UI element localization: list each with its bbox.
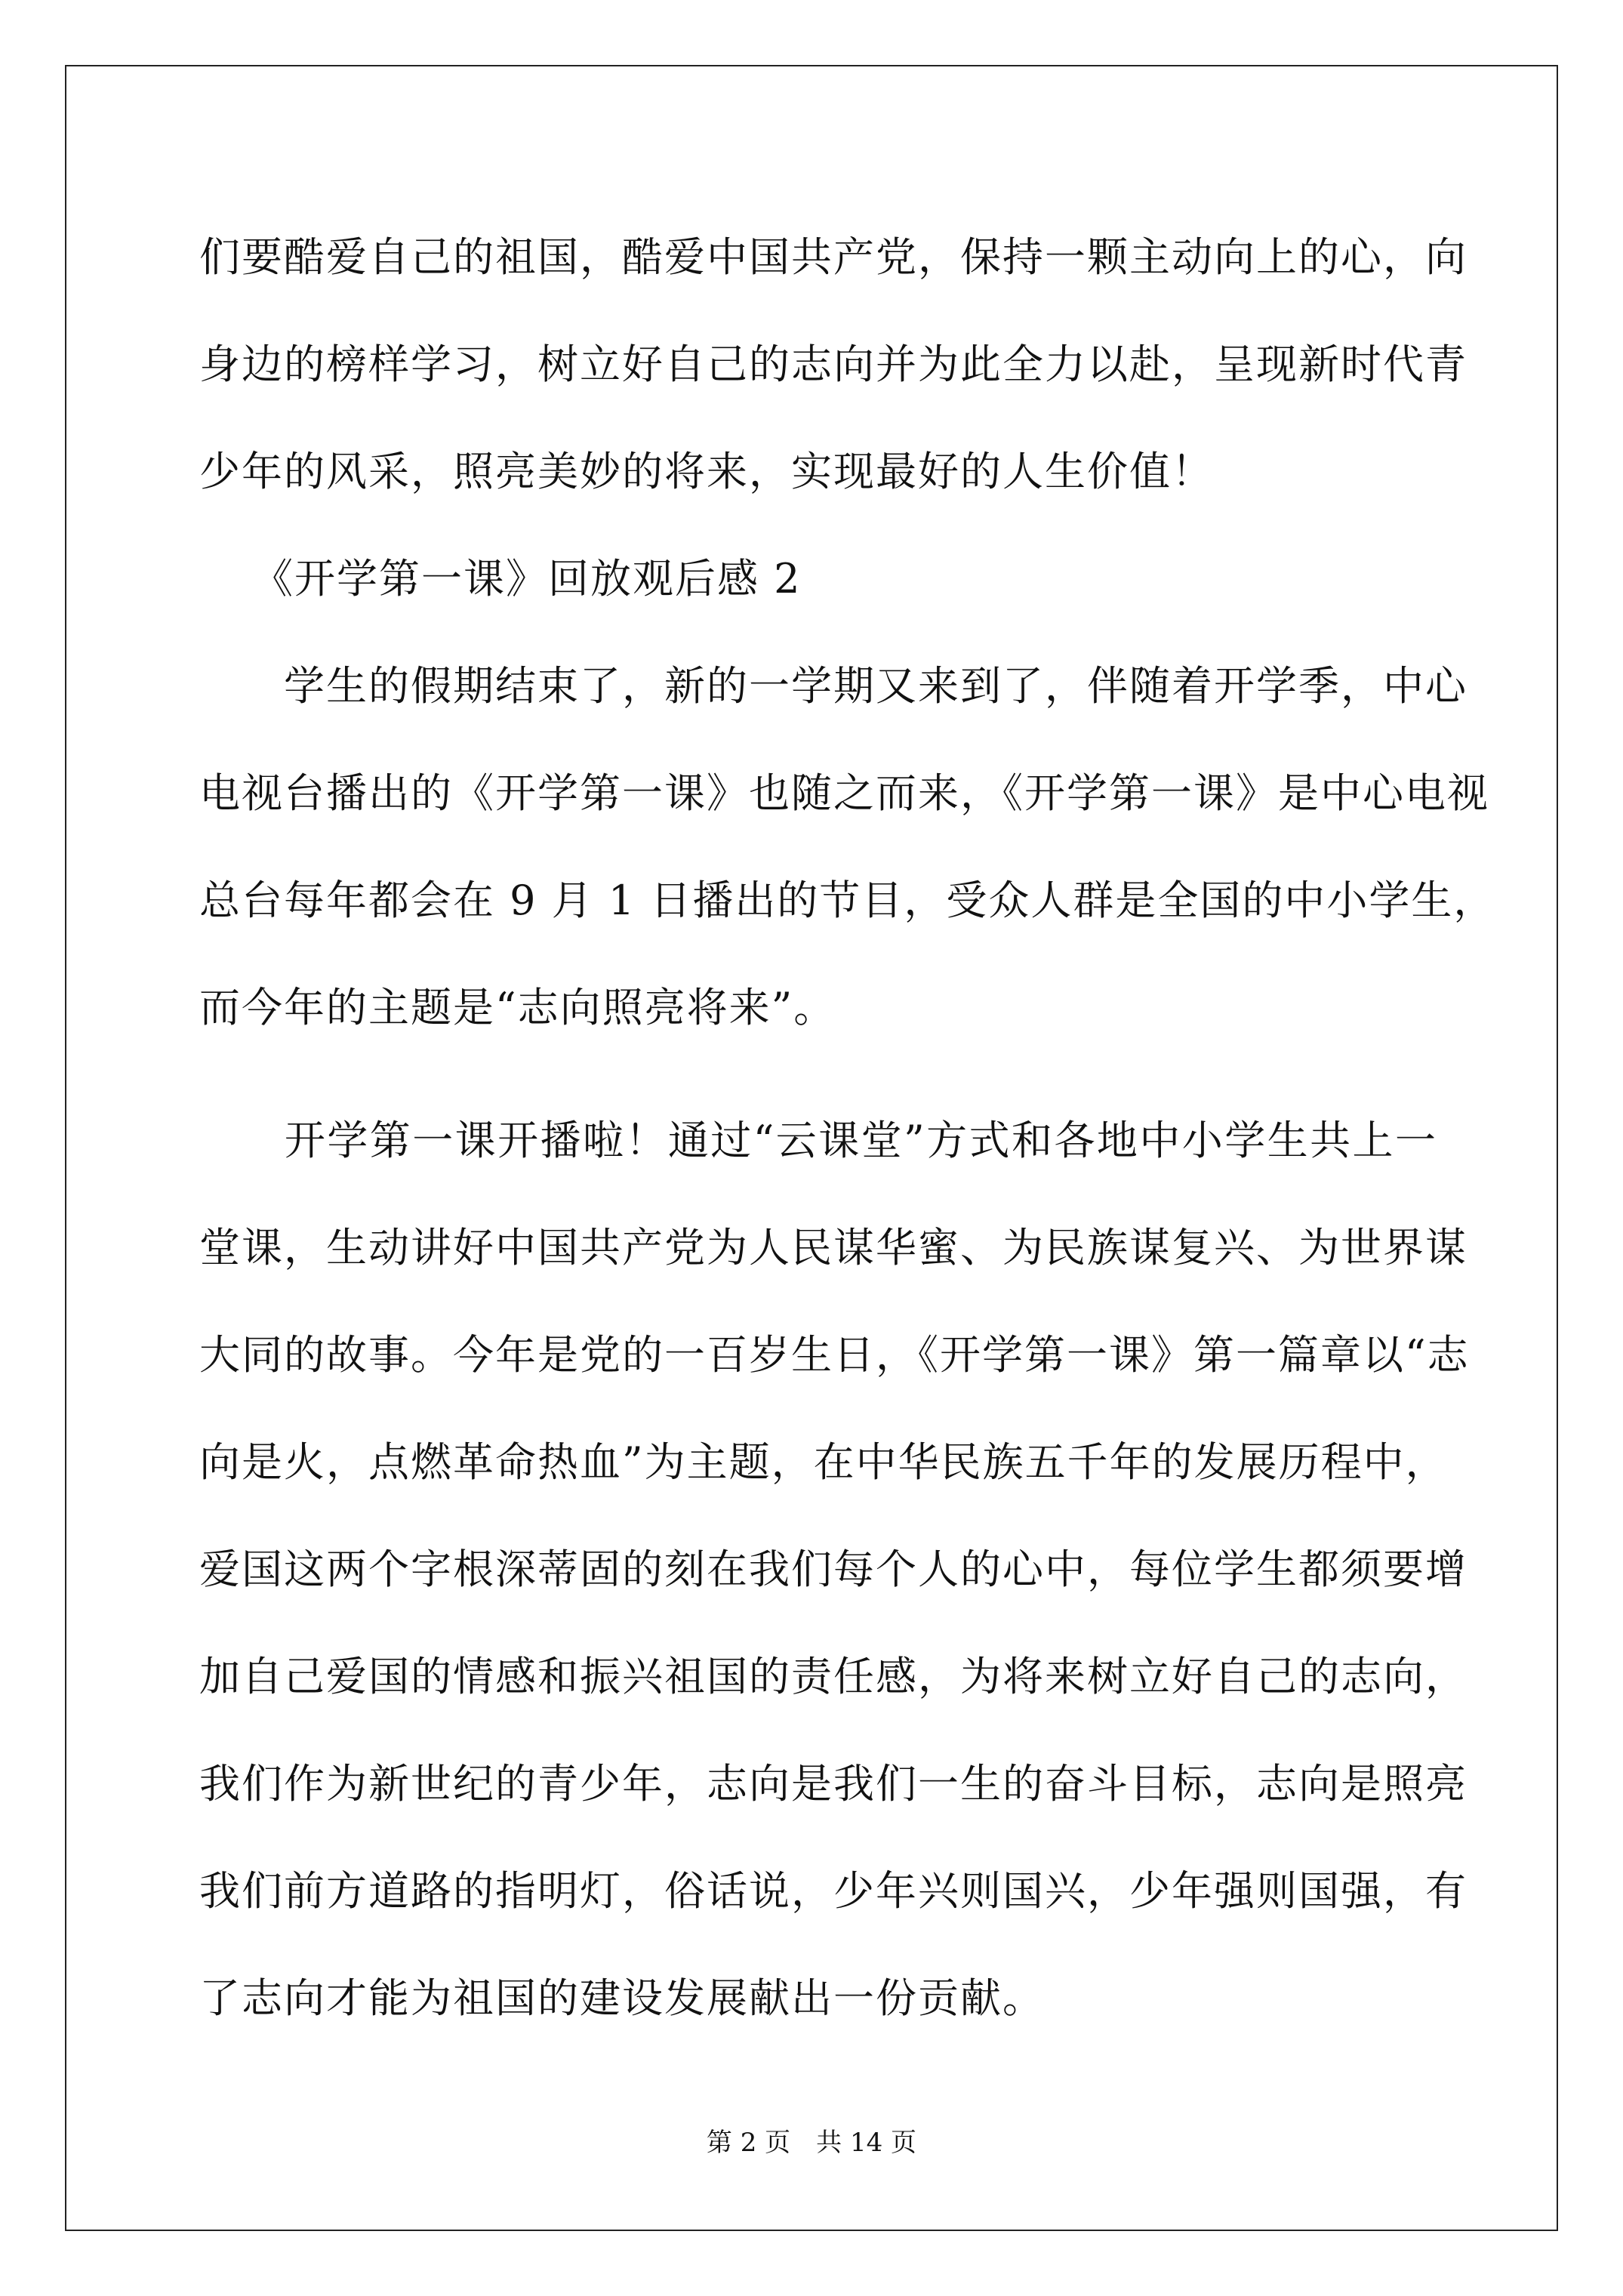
paragraph-line: 总台每年都会在 9 月 1 日播出的节目，受众人群是全国的中小学生， [199, 877, 1496, 924]
paragraph-line: 们要酷爱自己的祖国，酷爱中国共产党，保持一颗主动向上的心，向 [199, 233, 1467, 281]
paragraph-line: 学生的假期结束了，新的一学期又来到了，伴随着开学季，中心 [199, 662, 1467, 710]
paragraph-line: 开学第一课开播啦！通过“云课堂”方式和各地中小学生共上一 [199, 1117, 1437, 1164]
paragraph-line: 电视台播出的《开学第一课》也随之而来，《开学第一课》是中心电视 [199, 769, 1489, 817]
paragraph-line: 了志向才能为祖国的建设发展献出一份贡献。 [199, 1974, 1045, 2022]
paragraph-line: 我们前方道路的指明灯，俗话说，少年兴则国兴，少年强则国强，有 [199, 1867, 1467, 1915]
paragraph-line: 身边的榜样学习，树立好自己的志向并为此全力以赴，呈现新时代青 [199, 341, 1467, 388]
paragraph-line: 爱国这两个字根深蒂固的刻在我们每个人的心中，每位学生都须要增 [199, 1546, 1467, 1593]
paragraph-gap [199, 1062, 1437, 1087]
section-heading: 《开学第一课》回放观后感 2 [252, 555, 802, 603]
paragraph-line: 我们作为新世纪的青少年，志向是我们一生的奋斗目标，志向是照亮 [199, 1760, 1467, 1808]
paragraph-line: 而今年的主题是“志向照亮将来”。 [199, 984, 836, 1031]
paragraph-line: 少年的风采，照亮美妙的将来，实现最好的人生价值！ [199, 448, 1214, 495]
page-number: 第 2 页 共 14 页 [706, 2128, 917, 2158]
paragraph-line: 堂课，生动讲好中国共产党为人民谋华蜜、为民族谋复兴、为世界谋 [199, 1224, 1467, 1271]
paragraph-line: 加自己爱国的情感和振兴祖国的责任感，为将来树立好自己的志向， [199, 1653, 1467, 1700]
paragraph-line: 向是火，点燃革命热血”为主题，在中华民族五千年的发展历程中， [199, 1438, 1448, 1486]
document-body [199, 204, 1496, 2052]
paragraph-line: 大同的故事。今年是党的一百岁生日，《开学第一课》第一篇章以“志 [199, 1331, 1470, 1379]
